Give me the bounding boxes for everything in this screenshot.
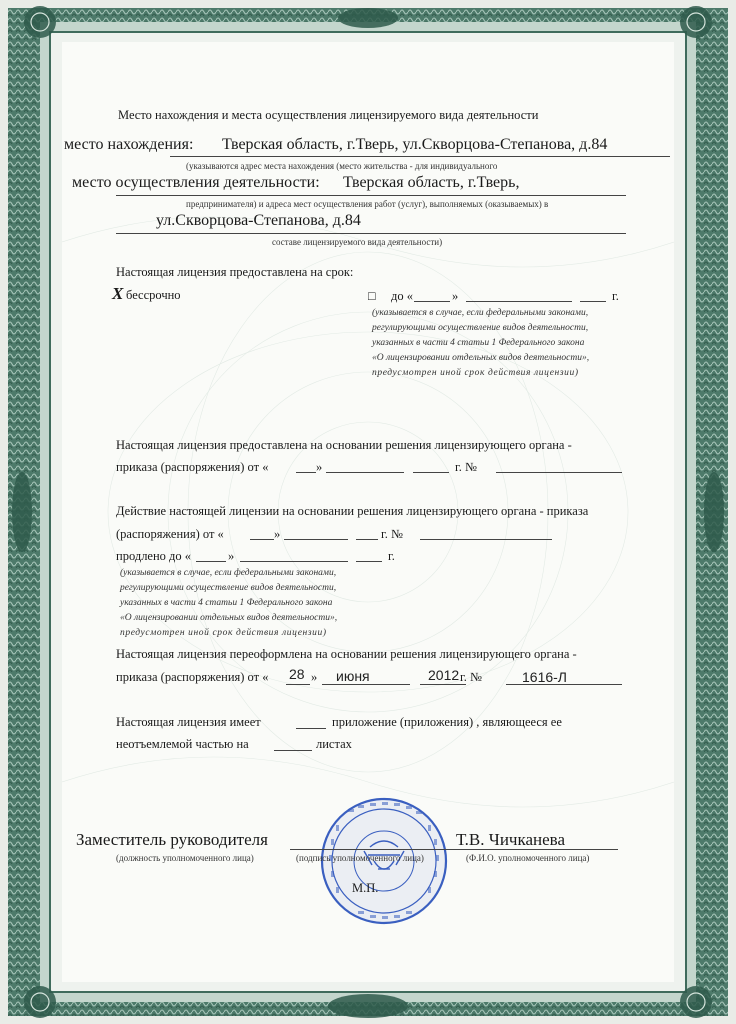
term-checkbox-mark: X [112,284,124,303]
term-note-4: «О лицензировании отдельных видов деятельности», [372,353,590,363]
hint-name: (Ф.И.О. уполномоченного лица) [466,853,590,863]
ext-note-1: (указывается в случае, если федеральными законами, [120,568,337,578]
ext-note-3: указанных в части 4 статьи 1 Федерального закона [120,598,333,608]
section-title: Место нахождения и места осуществления лицензируемого вида деятельности [118,108,539,122]
appendix-line-1a: Настоящая лицензия имеет [116,715,261,729]
term-month-line [466,301,572,302]
ext-until-year-line [356,561,382,562]
ext-until-month-line [240,561,348,562]
extension-line-2: (распоряжения) от « [116,527,224,541]
term-note-2: регулирующими осуществление видов деятельности, [372,323,589,333]
ext-day-line [250,539,274,540]
term-until-year: г. [612,289,619,303]
activity-underline-1 [116,195,626,196]
reissue-year: 2012 [428,667,460,683]
signatory-position: Заместитель руководителя [76,830,268,849]
appendix-sheets-line [274,750,312,751]
term-note-3: указанных в части 4 статьи 1 Федерального закона [372,338,585,348]
reissue-month-line [322,684,410,685]
signature-line [290,849,458,850]
extension-year: г. № [381,527,403,541]
reissue-line-1: Настоящая лицензия переоформлена на основании решения лицензирующего органа - [116,647,577,661]
term-note-5: предусмотрен иной срок действия лицензии) [372,368,579,378]
reissue-number-line [506,684,622,685]
location-hint: (указываются адрес места нахождения (место жительства - для индивидуального [186,161,498,171]
appendix-line-2b: листах [316,737,352,751]
basis-number-line [496,472,622,473]
appendix-line-1b: приложение (приложения) , являющееся ее [332,715,562,729]
basis-line-2: приказа (распоряжения) от « [116,460,269,474]
reissue-month: июня [336,668,370,684]
location-value: Тверская область, г.Тверь, ул.Скворцова-Степанова, д.84 [222,136,608,153]
activity-value-2: ул.Скворцова-Степанова, д.84 [156,212,361,229]
ext-until-day-line [196,561,226,562]
activity-label: место осуществления деятельности: [72,174,320,191]
ext-note-4: «О лицензировании отдельных видов деятельности», [120,613,338,623]
activity-hint-2: составе лицензируемого вида деятельности) [272,237,443,247]
reissue-year-suffix: г. № [460,670,482,684]
reissue-line-2: приказа (распоряжения) от « [116,670,269,684]
hint-position: (должность уполномоченного лица) [116,853,254,863]
extension-until: продлено до « [116,549,192,563]
extension-line-1: Действие настоящей лицензии на основании решения лицензирующего органа - приказа [116,504,589,518]
extension-mid: » [274,527,281,541]
signatory-name: Т.В. Чичканева [456,830,566,849]
basis-day-line [296,472,316,473]
ext-number-line [420,539,552,540]
ext-year-line [356,539,378,540]
basis-mid: » [316,460,323,474]
activity-hint: предпринимателя) и адреса мест осуществления работ (услуг), выполняемых (оказываемых) в [186,199,549,209]
activity-value-1: Тверская область, г.Тверь, [343,174,520,191]
stamp-place-label: М.П. [352,881,379,895]
appendix-count-line [296,728,326,729]
reissue-number: 1616-Л [522,669,567,685]
ext-note-2: регулирующими осуществление видов деятельности, [120,583,337,593]
appendix-line-2a: неотъемлемой частью на [116,737,249,751]
term-until-checkbox: □ [368,289,376,303]
basis-line-1: Настоящая лицензия предоставлена на основании решения лицензирующего органа - [116,438,572,452]
reissue-day-line [286,684,310,685]
term-until-label: до « [391,289,413,303]
basis-month-line [326,472,404,473]
reissue-day: 28 [289,666,305,682]
extension-until-mid: » [228,549,235,563]
term-until-mid: » [452,289,459,303]
name-line [458,849,618,850]
basis-year: г. № [455,460,477,474]
ext-note-5: предусмотрен иной срок действия лицензии) [120,628,327,638]
term-year-line [580,301,606,302]
term-unlimited: бессрочно [126,288,181,302]
activity-underline-2 [116,233,626,234]
extension-until-year: г. [388,549,395,563]
ext-month-line [284,539,348,540]
basis-year-line [413,472,449,473]
location-label: место нахождения: [64,136,194,153]
term-note-1: (указывается в случае, если федеральными законами, [372,308,589,318]
reissue-mid: » [311,670,318,684]
term-title: Настоящая лицензия предоставлена на срок: [116,265,354,279]
location-underline [170,156,670,157]
hint-signature: (подпись уполномоченного лица) [296,853,424,863]
term-day-line [414,301,450,302]
